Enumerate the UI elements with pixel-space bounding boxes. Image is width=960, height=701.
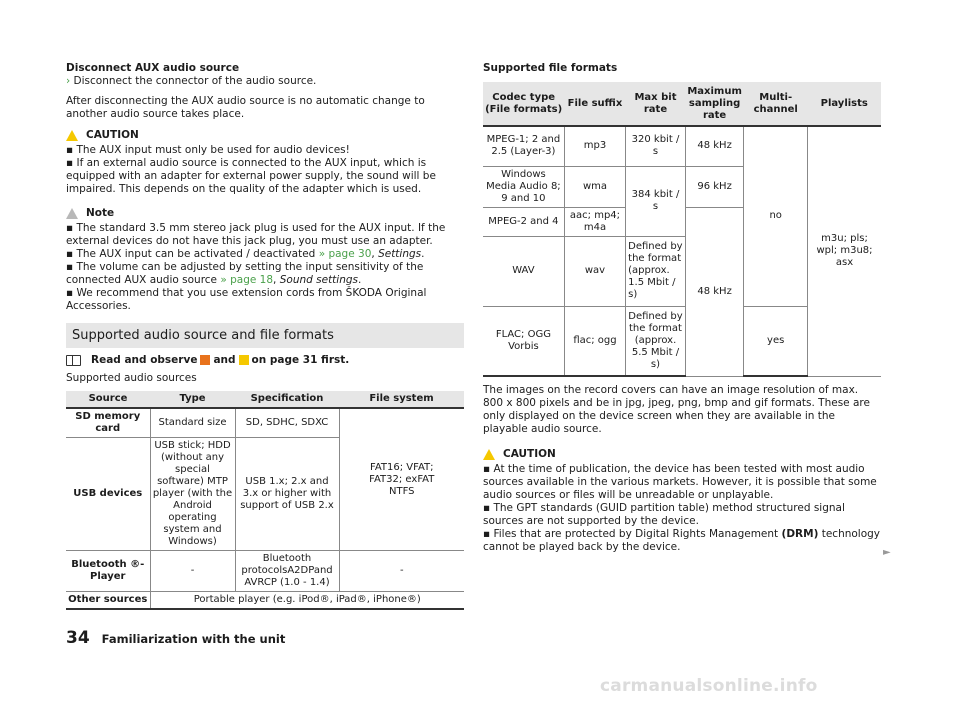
sources-caption: Supported audio sources xyxy=(66,372,197,384)
note-square-icon xyxy=(239,355,249,365)
page-number: 34 xyxy=(66,628,90,648)
table-cell: 384 kbit / s xyxy=(626,166,686,236)
formats-caption: Supported file formats xyxy=(483,62,618,74)
table-cell: Other sources xyxy=(66,592,150,610)
note-item: ▪ The standard 3.5 mm stereo jack plug is used for the AUX input. If the external devices do not have this jack plug, you must use an adapter. xyxy=(66,222,446,247)
book-icon xyxy=(66,355,81,366)
table-cell: 48 kHz xyxy=(685,126,744,166)
table-cell: Defined by the format (approx. 1.5 Mbit / s) xyxy=(626,236,686,306)
column-header: Type xyxy=(150,391,235,408)
note-item-text: The AUX input can be activated / deactivated xyxy=(76,248,319,260)
read-observe-line xyxy=(66,354,464,366)
page-link[interactable]: » page 30 xyxy=(318,248,372,260)
footer-title: Familiarization with the unit xyxy=(101,632,286,646)
table-cell: MPEG-1; 2 and 2.5 (Layer-3) xyxy=(483,126,564,166)
caution-square-icon xyxy=(200,355,210,365)
caution-label: CAUTION xyxy=(503,448,556,460)
warning-triangle-icon xyxy=(66,130,78,141)
column-header: File suffix xyxy=(564,82,625,126)
note-item: ▪ The volume can be adjusted by setting the input sensitivity of the connected AUX audio source » page 18, Sound settings. xyxy=(66,261,424,286)
table-cell: USB devices xyxy=(66,438,150,551)
left-column xyxy=(66,58,464,610)
table-cell: FAT16; VFAT; FAT32; exFAT NTFS xyxy=(339,408,464,551)
continue-arrow-icon: ► xyxy=(883,547,891,558)
table-row xyxy=(66,408,464,438)
table-cell: 96 kHz xyxy=(685,166,744,207)
table-cell: wma xyxy=(564,166,625,207)
caution-item-text: If an external audio source is connected to the AUX input, which is equipped with an adapter for external power supply, the sound will be impaired. This depends on the quality of the adapter which is used. xyxy=(66,157,436,195)
and-text: and xyxy=(213,354,236,366)
table-cell: Defined by the format (approx. 5.5 Mbit / s) xyxy=(626,306,686,376)
note-label: Note xyxy=(86,207,115,219)
caution-item-text: Files that are protected by Digital Rights Management xyxy=(493,528,782,540)
note-header xyxy=(66,207,464,220)
images-text: The images on the record covers can have an image resolution of max. 800 x 800 pixels and be in jpg, jpeg, png, bmp and gif formats. These are only displayed on the device screen when they are available in the playable audio source. xyxy=(483,384,870,435)
table-cell: Bluetooth protocolsA2DPand AVRCP (1.0 - 1.4) xyxy=(235,551,339,592)
table-cell: USB 1.x; 2.x and 3.x or higher with support of USB 2.x xyxy=(235,438,339,551)
caution-item: ▪ If an external audio source is connected to the AUX input, which is equipped with an adapter for external power supply, the sound will be impaired. This depends on the quality of the adapter which is used. xyxy=(66,157,436,195)
table-cell: m3u; pls; wpl; m3u8; asx xyxy=(808,126,882,376)
caution-label: CAUTION xyxy=(86,129,139,141)
after-text: After disconnecting the AUX audio source is no automatic change to another audio source takes place. xyxy=(66,95,425,120)
column-header: Maximum sampling rate xyxy=(685,82,744,126)
table-cell: flac; ogg xyxy=(564,306,625,376)
column-header: Multi-channel xyxy=(744,82,808,126)
note-item: ▪ We recommend that you use extension cords from ŠKODA Original Accessories. xyxy=(66,287,427,312)
caution-item-text: The GPT standards (GUID partition table) method structured signal sources are not supported by the device. xyxy=(483,502,845,527)
table-cell: MPEG-2 and 4 xyxy=(483,207,564,236)
table-cell: Bluetooth ®-Player xyxy=(66,551,150,592)
table-cell: SD memory card xyxy=(66,408,150,438)
table-header-row xyxy=(66,391,464,408)
caution-item: ▪ The GPT standards (GUID partition table) method structured signal sources are not supported by the device. xyxy=(483,502,845,527)
caution-header xyxy=(66,129,464,142)
drm-bold: (DRM) xyxy=(781,528,819,540)
table-cell: FLAC; OGG Vorbis xyxy=(483,306,564,376)
note-item: ▪ The AUX input can be activated / deactivated » page 30, Settings. xyxy=(66,248,425,260)
column-header: Specification xyxy=(235,391,339,408)
column-header: File system xyxy=(339,391,464,408)
table-row xyxy=(483,126,881,166)
table-cell: - xyxy=(339,551,464,592)
separator-text: , xyxy=(273,274,280,286)
watermark: carmanualsonline.info xyxy=(600,676,818,696)
caution-item-text: At the time of publication, the device has been tested with most audio sources available in the various markets. However, it is possible that some audio sources or files will be unreadable or unplayable. xyxy=(483,463,877,501)
table-cell: USB stick; HDD (without any special software) MTP player (with the Android operating system and Windows) xyxy=(150,438,235,551)
table-cell: mp3 xyxy=(564,126,625,166)
audio-sources-table xyxy=(66,391,464,610)
caution-item: ▪ Files that are protected by Digital Rights Management (DRM) technology cannot be played back by the device. xyxy=(483,528,881,553)
table-cell: aac; mp4; m4a xyxy=(564,207,625,236)
table-cell: yes xyxy=(744,306,808,376)
column-header: Source xyxy=(66,391,150,408)
table-cell: wav xyxy=(564,236,625,306)
read-observe-text: Read and observe xyxy=(91,354,198,366)
table-cell: Windows Media Audio 8; 9 and 10 xyxy=(483,166,564,207)
period-text: . xyxy=(421,248,425,260)
settings-ref: Settings xyxy=(378,248,422,260)
note-item-text: We recommend that you use extension cords from ŠKODA Original Accessories. xyxy=(66,287,427,312)
note-item-text: The standard 3.5 mm stereo jack plug is used for the AUX input. If the external devices do not have this jack plug, you must use an adapter. xyxy=(66,222,446,247)
column-header: Codec type (File formats) xyxy=(483,82,564,126)
disconnect-step xyxy=(66,75,464,88)
disconnect-step-text: Disconnect the connector of the audio source. xyxy=(73,75,317,87)
warning-triangle-icon xyxy=(483,449,495,460)
caution-item: ▪ The AUX input must only be used for audio devices! xyxy=(66,144,350,156)
table-cell: SD, SDHC, SDXC xyxy=(235,408,339,438)
sound-settings-ref: Sound settings xyxy=(279,274,359,286)
separator-text: , xyxy=(371,248,379,260)
period-text: . xyxy=(358,274,362,286)
table-cell: - xyxy=(150,551,235,592)
caution-item-text: The AUX input must only be used for audio devices! xyxy=(76,144,350,156)
file-formats-table xyxy=(483,82,881,377)
table-row xyxy=(66,592,464,610)
step-arrow-icon: › xyxy=(66,75,71,87)
column-header: Playlists xyxy=(808,82,882,126)
section-heading: Supported audio source and file formats xyxy=(66,323,464,348)
read-observe-page-text: on page 31 first. xyxy=(251,354,350,366)
table-cell: 320 kbit / s xyxy=(626,126,686,166)
right-column xyxy=(483,58,881,554)
page-link[interactable]: » page 18 xyxy=(220,274,274,286)
table-cell: Standard size xyxy=(150,408,235,438)
caution-header xyxy=(483,448,881,461)
table-row xyxy=(66,551,464,592)
disconnect-heading: Disconnect AUX audio source xyxy=(66,62,240,74)
caution-item-text: technology cannot be played back by the device. xyxy=(483,528,881,553)
table-header-row xyxy=(483,82,881,126)
note-item-text: The volume can be adjusted by setting the input sensitivity of the connected AUX audio source xyxy=(66,261,424,286)
table-cell: Portable player (e.g. iPod®, iPad®, iPhone®) xyxy=(150,592,464,610)
column-header: Max bit rate xyxy=(626,82,686,126)
table-cell: no xyxy=(744,126,808,306)
page-footer xyxy=(66,628,285,648)
table-cell: 48 kHz xyxy=(685,207,744,376)
note-triangle-icon xyxy=(66,208,78,219)
table-cell: WAV xyxy=(483,236,564,306)
caution-item: ▪ At the time of publication, the device has been tested with most audio sources available in the various markets. However, it is possible that some audio sources or files will be unreadable or unplayable. xyxy=(483,463,877,501)
